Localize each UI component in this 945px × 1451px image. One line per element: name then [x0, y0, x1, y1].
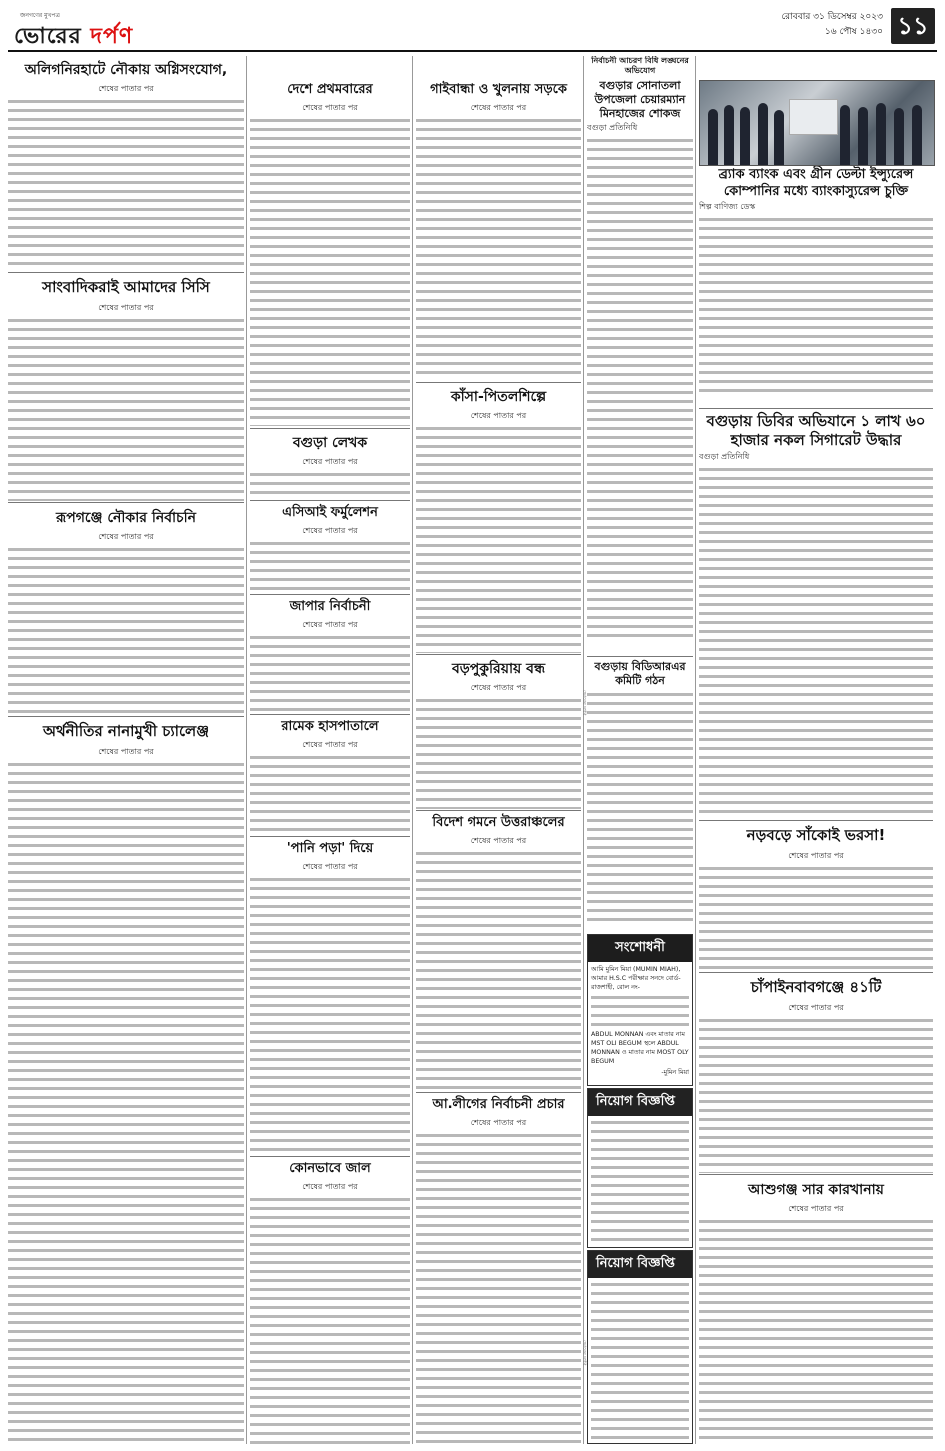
article-continued-label: শেষের পাতার পর [98, 747, 154, 756]
article-headline: আ.লীগের নির্বাচনী প্রচার [432, 1097, 565, 1112]
article-bdr-committee [587, 656, 693, 933]
article-headline: নড়বড়ে সাঁকোই ভরসা! [746, 826, 886, 844]
photo-person [840, 105, 850, 165]
article-headline: জাপার নির্বাচনী [289, 599, 371, 614]
newspaper-logo[interactable] [12, 10, 162, 48]
article-body [587, 137, 693, 637]
article-continued-label: শেষের পাতার পর [470, 1118, 527, 1127]
article-body [250, 1196, 410, 1445]
side-imprint: ভোরের দর্পণ [581, 690, 587, 716]
article-body [8, 546, 244, 715]
logo-part2: দর্পণ [90, 23, 134, 49]
article-byline: শিল্প বাণিজ্য ডেস্ক [699, 202, 756, 211]
article-headline: ব্র্যাক ব্যাংক এবং গ্রীন ডেল্টা ইন্স্যুরেন্স কোম্পানির মধ্যে ব্যাংকাস্যুরেন্স চুক্তি [718, 167, 914, 199]
article-ramek-hospital [250, 714, 410, 835]
article-headline: বিদেশ গমনে উত্তরাঞ্চলের [432, 815, 565, 830]
photo-person [774, 110, 784, 165]
article-barapukuria [416, 654, 581, 809]
article-rupganj-boat [8, 502, 244, 715]
article-pani-pora [250, 836, 410, 1155]
article-economy-challenges [8, 716, 244, 1445]
article-headline: গাইবান্ধা ও খুলনায় সড়কে [430, 82, 567, 97]
side-imprint: ভোরের দর্পণ [581, 1340, 587, 1366]
article-continued-label: শেষের পাতার পর [302, 1182, 358, 1191]
article-japa-election [250, 594, 410, 713]
article-kono-vabe-jal [250, 1156, 410, 1445]
article-body [699, 865, 933, 971]
correction-line2: ABDUL MONNAN এবং মাতার নাম MST OLI BEGUM স্থলে ABDUL MONNAN ও মাতার নাম MOST OLY BEGUM [591, 1031, 689, 1065]
photo-person [740, 107, 750, 165]
article-body [250, 754, 410, 835]
article-body [416, 697, 581, 809]
article-continued-label: শেষের পাতার পর [470, 836, 527, 845]
column-divider [583, 56, 584, 1444]
photo-person [708, 109, 718, 165]
correction-line1: আমি মুমিন মিয়া (MUMIN MIAH), আমার H.S.C পরীক্ষার সনদে বোর্ড-রাজশাহী, রোল নং- [591, 966, 681, 991]
article-headline: অর্থনীতির নানামুখী চ্যালেঞ্জ [42, 722, 210, 740]
article-headline: অলিগনিরহাটে নৌকায় অগ্নিসংযোগ, [24, 62, 228, 78]
article-headline: চাঁপাইনবাবগঞ্জে ৪১টি [750, 978, 882, 996]
article-continued-label: শেষের পাতার পর [470, 683, 527, 692]
article-sonatala-chairman [587, 56, 693, 654]
date-bengali: ১৬ পৌষ ১৪৩০ [824, 27, 883, 37]
article-headline: কোনভাবে জাল [289, 1161, 371, 1176]
article-headline: বগুড়ায় ডিবির অভিযানে ১ লাখ ৬০ হাজার নকল সিগারেট উদ্ধার [706, 412, 926, 449]
article-headline: রূপগঞ্জে নৌকার নির্বাচনি [56, 510, 196, 526]
article-continued-label: শেষের পাতার পর [302, 862, 358, 871]
article-journalists-cc [8, 272, 244, 501]
job-notice-body [588, 1116, 692, 1250]
article-kansa-pitol [416, 382, 581, 653]
article-awami-league-campaign [416, 1092, 581, 1445]
article-byline: বগুড়া প্রতিনিধি [699, 452, 750, 461]
logo-name [14, 19, 133, 56]
photo-backdrop-banner [789, 99, 838, 135]
article-headline: বড়পুকুরিয়ায় বন্ধ [451, 661, 546, 677]
article-continued-label: শেষের পাতার পর [302, 103, 358, 112]
article-headline: বগুড়ায় বিডিআরএর কমিটি গঠন [594, 660, 686, 687]
article-body [8, 317, 244, 501]
column-divider [412, 56, 413, 1444]
article-body [587, 691, 693, 921]
article-chapainawabganj [699, 972, 933, 1173]
article-bogura-db-cigarette [699, 408, 933, 819]
job-notice-body [588, 1278, 692, 1446]
correction-notice [587, 934, 693, 1086]
article-body [250, 117, 410, 426]
photo-person [894, 108, 904, 165]
job-notice-title: নিয়োগ বিজ্ঞপ্তি [588, 1251, 692, 1278]
article-bidesh-gomon [416, 810, 581, 1091]
article-brac-green-delta [699, 166, 933, 406]
article-body [250, 634, 410, 713]
correction-text-block [591, 994, 689, 1028]
correction-title: সংশোধনী [588, 935, 692, 962]
article-body [250, 471, 410, 499]
photo-person [724, 105, 734, 165]
article-gaibandha-khulna [416, 80, 581, 380]
article-headline: 'পানি পড়া' দিয়ে [286, 841, 374, 856]
job-notice-title: নিয়োগ বিজ্ঞপ্তি [588, 1089, 692, 1116]
page-number: ১১ [891, 8, 935, 44]
article-continued-label: শেষের পাতার পর [302, 620, 358, 629]
article-body [8, 98, 244, 270]
article-continued-label: শেষের পাতার পর [470, 411, 527, 420]
article-continued-label: শেষের পাতার পর [302, 740, 358, 749]
article-continued-label: শেষের পাতার পর [470, 103, 527, 112]
article-continued-label: শেষের পাতার পর [788, 851, 844, 860]
article-body [699, 1218, 933, 1445]
job-notice-2 [587, 1250, 693, 1444]
column-divider [246, 56, 247, 1444]
article-body [250, 876, 410, 1155]
article-bogura-writer [250, 428, 410, 499]
article-continued-label: শেষের পাতার পর [302, 526, 358, 535]
article-body [699, 1017, 933, 1173]
article-headline: সাংবাদিকরাই আমাদের সিসি [42, 278, 210, 296]
article-headline: রামেক হাসপাতালে [281, 719, 379, 734]
correction-signer: -মুমিন মিয়া [661, 1069, 689, 1076]
article-body [416, 117, 581, 380]
article-first-time-country [250, 80, 410, 426]
article-continued-label: শেষের পাতার পর [98, 84, 154, 93]
photo-person [912, 105, 922, 165]
article-continued-label: শেষের পাতার পর [98, 532, 154, 541]
article-ashuganj-fertilizer [699, 1174, 933, 1445]
article-body [699, 466, 933, 816]
article-continued-label: শেষের পাতার পর [788, 1003, 844, 1012]
article-shaky-bridge [699, 820, 933, 971]
date-block [782, 10, 884, 40]
logo-part1: ভোরের [14, 23, 82, 49]
photo-person [876, 103, 886, 165]
photo-person [858, 107, 868, 165]
article-headline: দেশে প্রথমবারের [287, 82, 373, 97]
article-body [8, 761, 244, 1445]
article-body [416, 850, 581, 1091]
correction-body [588, 962, 692, 1080]
photo-person [758, 103, 768, 165]
article-continued-label: শেষের পাতার পর [302, 457, 358, 466]
article-body [416, 1132, 581, 1445]
article-continued-label: শেষের পাতার পর [98, 303, 154, 312]
column-divider [695, 56, 696, 1444]
date-gregorian: রোববার ৩১ ডিসেম্বর ২০২৩ [781, 12, 883, 22]
article-byline: বগুড়া প্রতিনিধি [587, 123, 638, 132]
article-headline: আশুগঞ্জ সার কারখানায় [748, 1182, 884, 1198]
article-body [699, 216, 933, 396]
article-body [416, 425, 581, 653]
article-headline: এসিআই ফর্মুলেশন [282, 505, 378, 520]
news-photo-signing-ceremony[interactable] [699, 80, 935, 166]
article-headline: বগুড়ার সোনাতলা উপজেলা চেয়ারম্যান মিনহাজের শোকজ [594, 79, 686, 120]
article-headline: কাঁসা-পিতলশিল্পে [450, 389, 547, 405]
logo-tagline: জনগণের মুখপত্র [20, 12, 60, 19]
masthead [8, 6, 937, 52]
article-kicker: নির্বাচনী আচরণ বিধি লঙ্ঘনের অভিযোগ [591, 56, 689, 75]
job-notice-1 [587, 1088, 693, 1248]
article-boat-fire [8, 58, 244, 270]
article-body [250, 540, 410, 593]
article-aci-formulation [250, 500, 410, 593]
article-continued-label: শেষের পাতার পর [788, 1204, 844, 1213]
article-headline: বগুড়া লেখক [292, 435, 368, 451]
